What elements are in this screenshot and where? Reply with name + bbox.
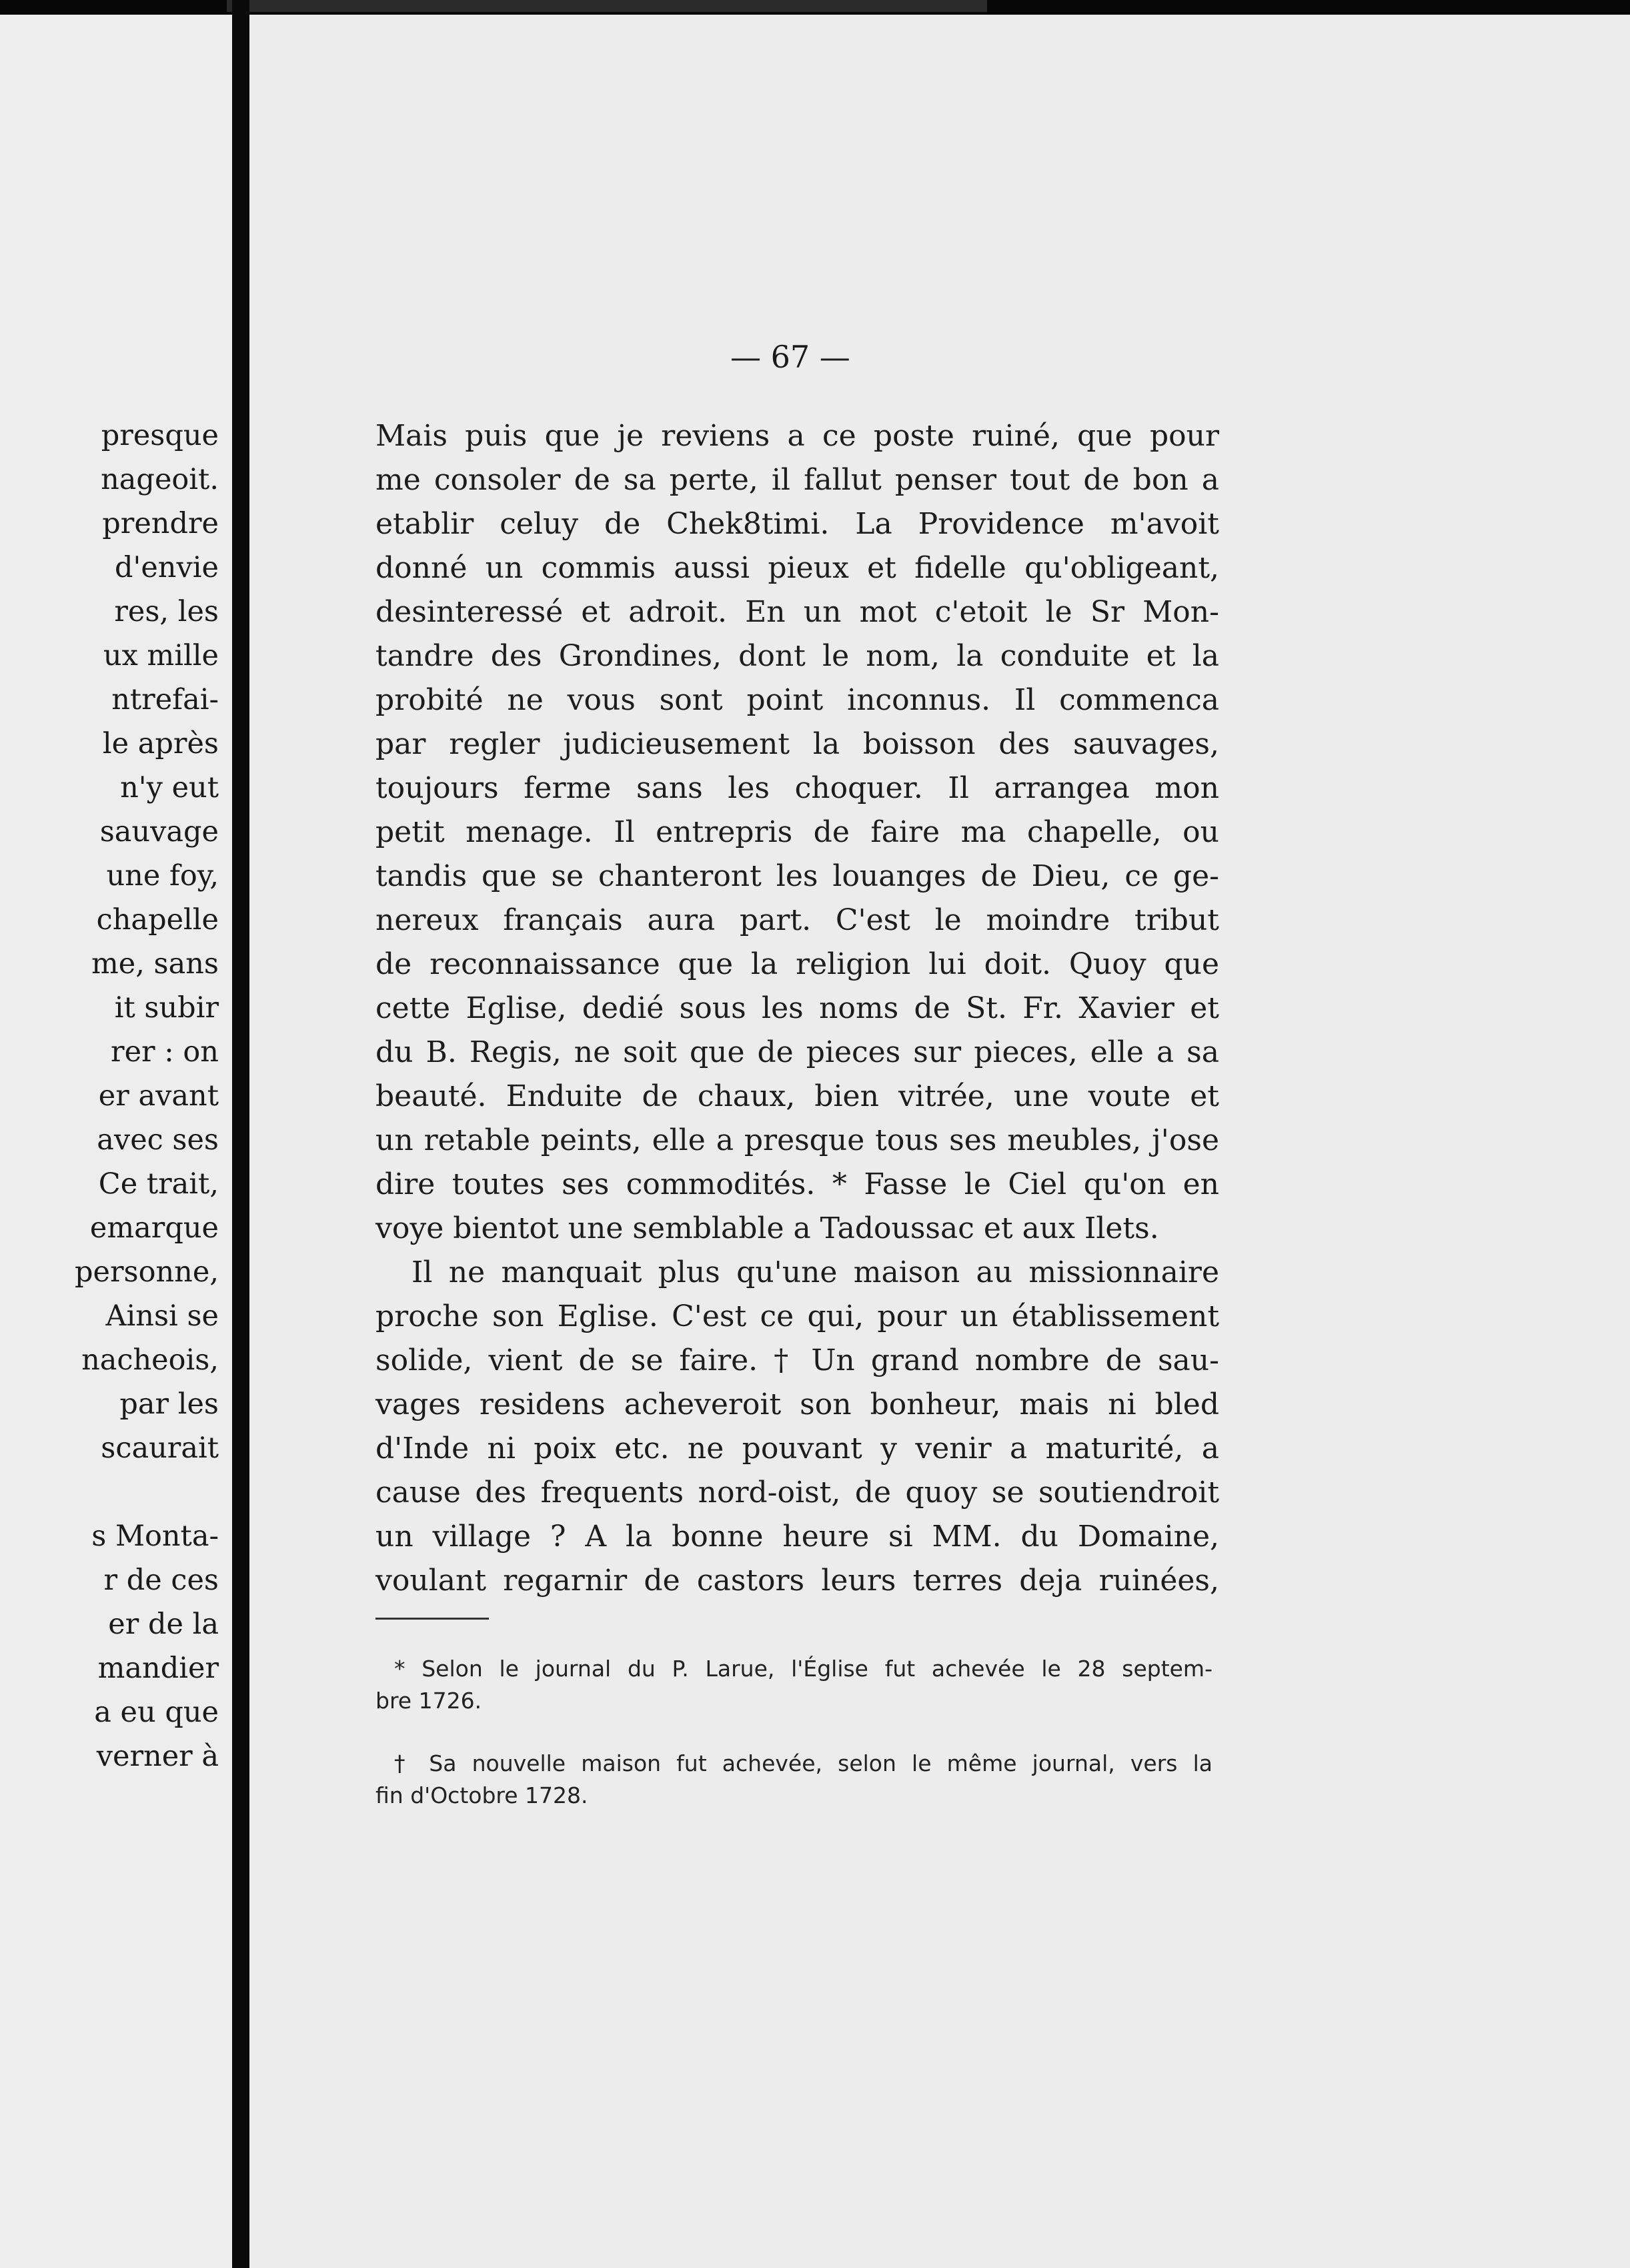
body-line: probité ne vous sont point inconnus. Il commenca [375, 683, 1219, 717]
left-page-line: n'y eut [120, 771, 219, 804]
left-page-line: une foy, [106, 859, 219, 893]
body-line: voulant regarnir de castors leurs terres deja ruinées, [375, 1564, 1219, 1598]
body-line: cette Eglise, dedié sous les noms de St. Fr. Xavier et [375, 991, 1219, 1025]
page-number: — 67 — [730, 339, 850, 375]
left-page-line: nacheois, [81, 1343, 219, 1377]
body-line: solide, vient de se faire. † Un grand nombre de sau- [375, 1343, 1219, 1377]
left-page-line: rer : on [111, 1035, 219, 1069]
body-line: voye bientot une semblable a Tadoussac et aux Ilets. [375, 1211, 1159, 1245]
left-page-line: le après [102, 727, 219, 760]
left-page-line: verner à [96, 1740, 219, 1773]
left-page-line: d'envie [115, 551, 219, 584]
body-line: me consoler de sa perte, il fallut penser tout de bon a [375, 463, 1219, 497]
left-page-line: emarque [89, 1211, 219, 1245]
body-line: tandre des Grondines, dont le nom, la conduite et la [375, 639, 1219, 673]
left-page-line: Ainsi se [105, 1299, 219, 1333]
body-line: desinteressé et adroit. En un mot c'etoit le Sr Mon- [375, 595, 1219, 629]
body-line: dire toutes ses commodités. * Fasse le Ciel qu'on en [375, 1167, 1219, 1201]
left-page-line: a eu que [94, 1696, 219, 1729]
body-line: etablir celuy de Chek8timi. La Providence m'avoit [375, 507, 1219, 541]
body-line: petit menage. Il entrepris de faire ma chapelle, ou [375, 815, 1219, 849]
body-line: nereux français aura part. C'est le moindre tribut [375, 903, 1219, 937]
left-page-line: r de ces [103, 1564, 219, 1597]
body-line: beauté. Enduite de chaux, bien vitrée, une voute et [375, 1079, 1219, 1113]
left-page-line: scaurait [101, 1432, 219, 1465]
left-page-line: er avant [98, 1079, 219, 1113]
body-line: Il ne manquait plus qu'une maison au missionnaire [412, 1255, 1219, 1289]
footnote-rule [375, 1618, 489, 1620]
left-page-line: Ce trait, [98, 1167, 219, 1201]
body-line: un village ? A la bonne heure si MM. du Domaine, [375, 1520, 1219, 1554]
left-page-line: nageoit. [101, 463, 219, 496]
body-line: d'Inde ni poix etc. ne pouvant y venir a maturité, a [375, 1432, 1219, 1466]
left-page-line: er de la [108, 1608, 219, 1641]
scan-top-edge [227, 0, 987, 12]
left-page-line: sauvage [99, 815, 219, 848]
left-page-line: ux mille [103, 639, 219, 672]
body-line: cause des frequents nord-oist, de quoy se soutiendroit [375, 1476, 1219, 1510]
body-line: par regler judicieusement la boisson des sauvages, [375, 727, 1219, 761]
left-page-line: prendre [102, 507, 219, 540]
left-page-line: mandier [97, 1652, 219, 1685]
footnote-line: fin d'Octobre 1728. [375, 1782, 588, 1808]
footnote-line: * Selon le journal du P. Larue, l'Église fut achevée le 28 septem- [394, 1656, 1212, 1682]
footnote-line: † Sa nouvelle maison fut achevée, selon le même journal, vers la [394, 1750, 1212, 1776]
left-page-line: ntrefai- [111, 683, 219, 716]
left-page-line: res, les [114, 595, 219, 628]
left-page-line: par les [119, 1387, 219, 1421]
body-line: du B. Regis, ne soit que de pieces sur pieces, elle a sa [375, 1035, 1219, 1069]
body-line: Mais puis que je reviens a ce poste ruiné, que pour [375, 419, 1219, 453]
book-gutter [232, 0, 249, 2268]
body-line: donné un commis aussi pieux et fidelle qu'obligeant, [375, 551, 1219, 585]
body-line: tandis que se chanteront les louanges de Dieu, ce ge- [375, 859, 1219, 893]
body-line: un retable peints, elle a presque tous ses meubles, j'ose [375, 1123, 1219, 1157]
left-page-line: s Monta- [91, 1520, 219, 1553]
left-page-line: it subir [114, 991, 219, 1025]
body-line: proche son Eglise. C'est ce qui, pour un établissement [375, 1299, 1219, 1333]
left-page-line: chapelle [96, 903, 219, 937]
body-line: de reconnaissance que la religion lui doit. Quoy que [375, 947, 1219, 981]
left-page-line: personne, [75, 1255, 219, 1289]
footnote-line: bre 1726. [375, 1688, 482, 1714]
body-line: toujours ferme sans les choquer. Il arrangea mon [375, 771, 1219, 805]
left-page-line: avec ses [97, 1123, 219, 1157]
left-page-line: presque [101, 419, 219, 452]
left-page-line: me, sans [91, 947, 219, 981]
body-line: vages residens acheveroit son bonheur, mais ni bled [375, 1387, 1219, 1422]
left-page [0, 15, 232, 2268]
